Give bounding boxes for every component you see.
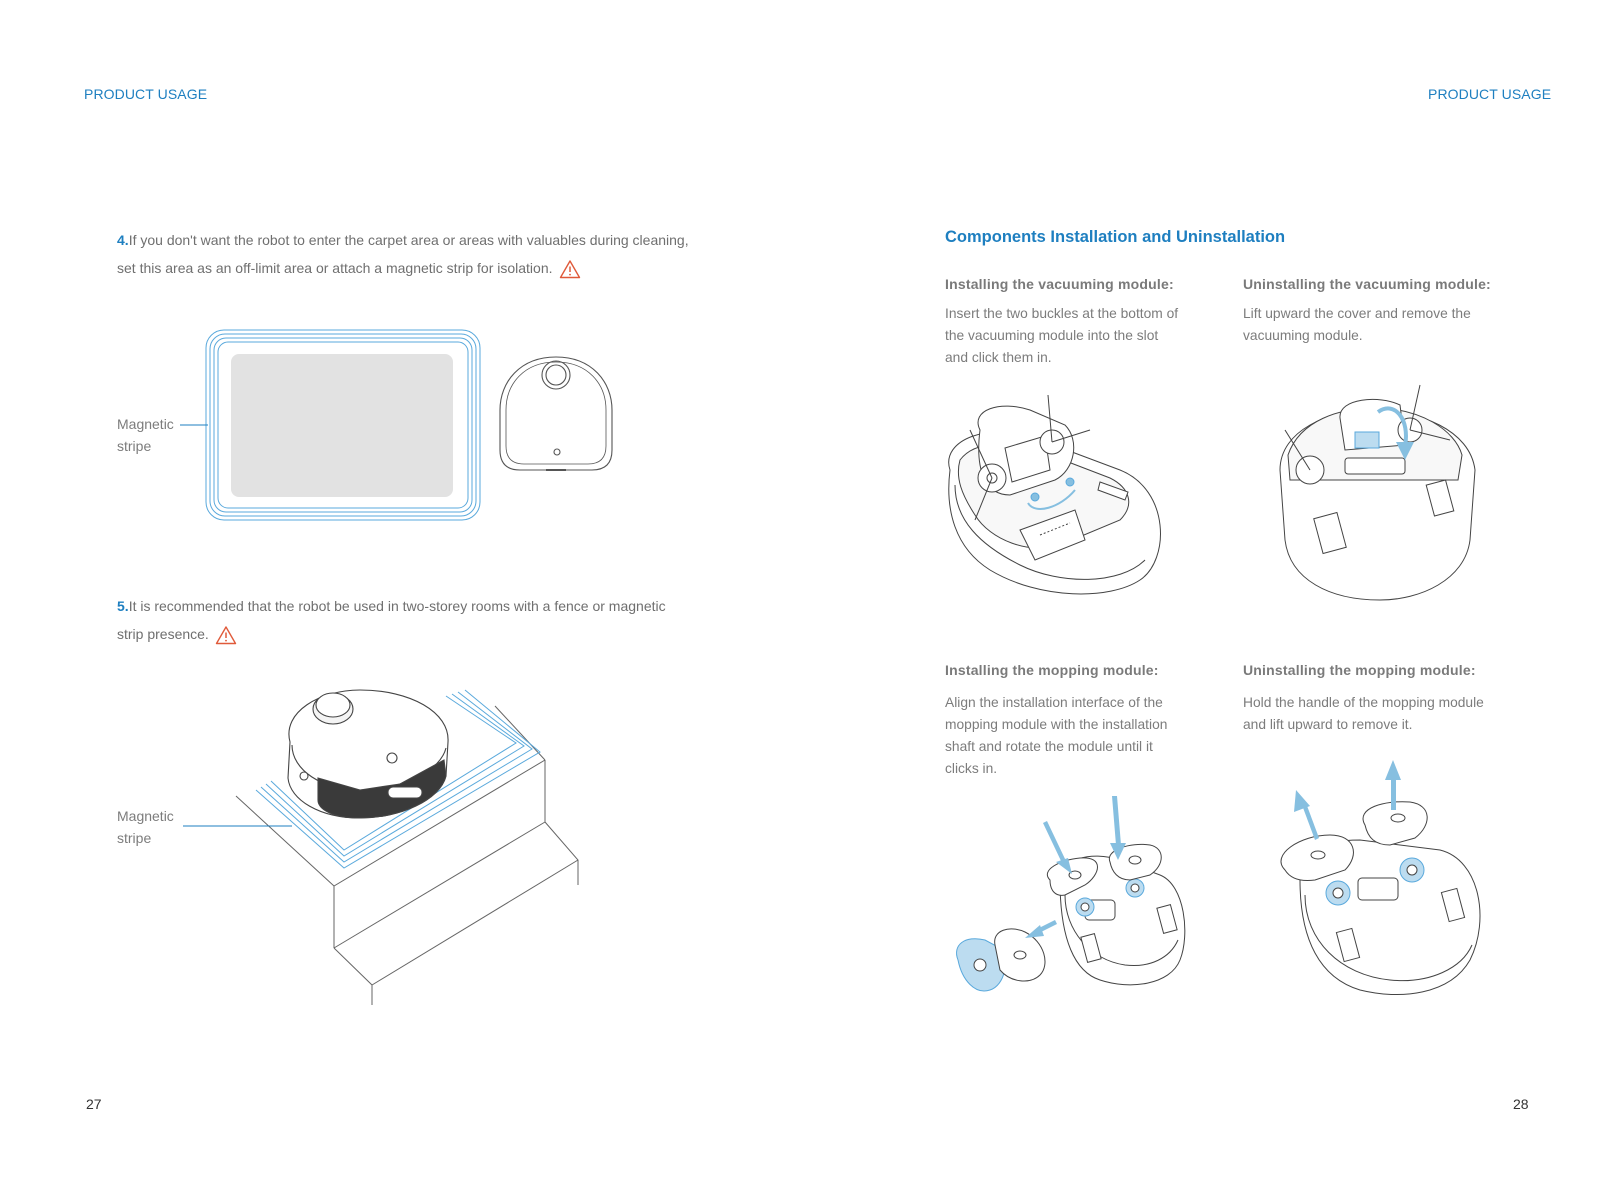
figure2-label-line1: Magnetic <box>117 808 174 824</box>
install-vac-line: Insert the two buckles at the bottom of <box>945 306 1179 321</box>
uninstall-vac-line: Lift upward the cover and remove the <box>1243 306 1471 321</box>
robot-illustration <box>957 844 1185 991</box>
install-vac-line: the vacuuming module into the slot <box>945 328 1159 343</box>
step-5-line1: It is recommended that the robot be used in two-storey rooms with a fence or magnetic <box>128 598 666 614</box>
uninstall-vac-heading: Uninstalling the vacuuming module: <box>1243 276 1491 292</box>
install-mop-line: mopping module with the installation <box>945 717 1168 732</box>
figure1-label-line1: Magnetic <box>117 416 174 432</box>
install-mop-heading: Installing the mopping module: <box>945 662 1159 678</box>
install-mop-line: shaft and rotate the module until it <box>945 739 1153 754</box>
section-title: Components Installation and Uninstallation <box>945 228 1286 246</box>
page-number-left: 27 <box>86 1096 102 1112</box>
step-5-number: 5. <box>117 598 129 614</box>
install-mop-line: Align the installation interface of the <box>945 695 1163 710</box>
uninstall-vac-line: vacuuming module. <box>1243 328 1363 343</box>
header-right: PRODUCT USAGE <box>1428 86 1552 102</box>
step-4-line2: set this area as an off-limit area or attach a magnetic strip for isolation. <box>117 260 553 276</box>
install-vac-line: and click them in. <box>945 350 1052 365</box>
install-vac-heading: Installing the vacuuming module: <box>945 276 1174 292</box>
uninstall-mop-heading: Uninstalling the mopping module: <box>1243 662 1476 678</box>
step-5-line2: strip presence. <box>117 626 209 642</box>
step-4-number: 4. <box>117 232 129 248</box>
install-mop-line: clicks in. <box>945 761 998 776</box>
figure1-label-line2: stripe <box>117 438 152 454</box>
uninstall-mop-line: and lift upward to remove it. <box>1243 717 1413 732</box>
robot-illustration <box>1281 802 1480 995</box>
page-number-right: 28 <box>1513 1096 1529 1112</box>
step-4-line1: If you don't want the robot to enter the carpet area or areas with valuables during cleaning, <box>128 232 689 248</box>
uninstall-mop-line: Hold the handle of the mopping module <box>1243 695 1484 710</box>
figure2-label-line2: stripe <box>117 830 152 846</box>
header-left: PRODUCT USAGE <box>84 86 208 102</box>
